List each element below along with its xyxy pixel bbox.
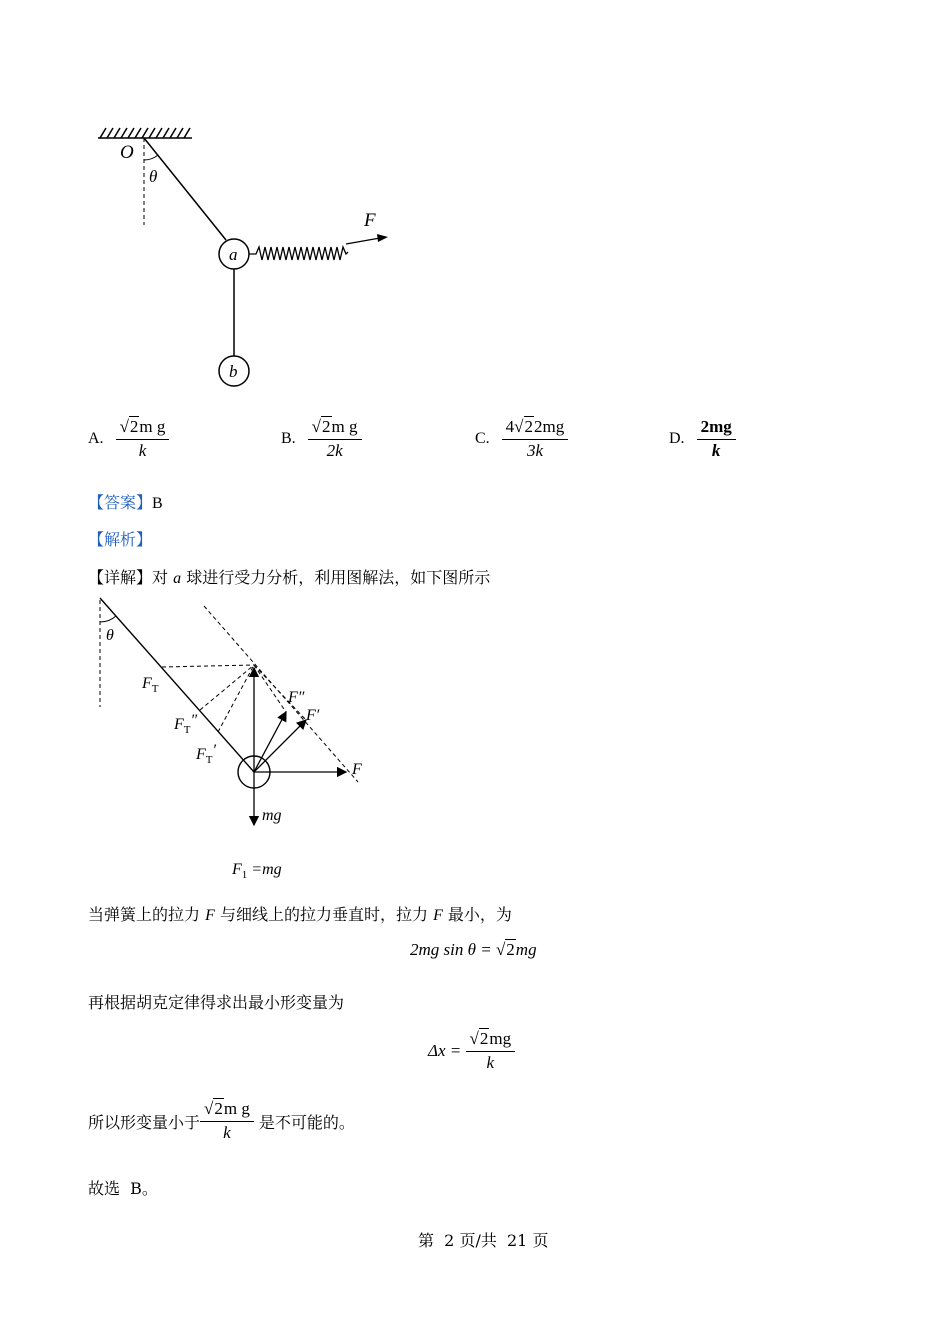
option-d-den: k <box>711 440 721 460</box>
analysis-tag: 【解析】 <box>88 530 153 549</box>
theta-arc <box>144 155 158 160</box>
answer-line <box>88 490 163 513</box>
equation-2-tail: mg <box>489 1029 512 1048</box>
para-3-radicand: 2 <box>214 1099 223 1118</box>
para-1-b: 与细线上的拉力垂直时，拉力 <box>214 905 434 924</box>
para-2: 再根据胡克定律得求出最小形变量为 <box>88 993 345 1012</box>
para-1-a: 当弹簧上的拉力 <box>88 905 206 924</box>
option-a-radicand: 2 <box>129 417 139 436</box>
detail-text-a: 对 <box>152 568 174 587</box>
para-1-c: 最小，为 <box>442 905 512 924</box>
option-b-fraction: $\frac{\text{√2m g}}{2k}$ <box>308 418 362 460</box>
fig2-label-mg: mg <box>262 807 282 824</box>
option-c-fraction: $\frac{4√22mg}{3k}$ <box>502 418 569 460</box>
option-c-coef: 4 <box>505 417 515 436</box>
equation-2 <box>428 1030 515 1072</box>
equation-1: 2mg sin θ = √2mg <box>410 940 537 959</box>
option-b-num-tail: m g <box>331 417 358 436</box>
option-b-letter: B. <box>281 430 296 448</box>
answer-value: B <box>152 495 163 512</box>
fig2-label-f-prime: F′ <box>306 707 320 724</box>
option-b-den: 2k <box>326 440 343 460</box>
equation-2-fraction: $\frac{√2mg}{k}$ <box>466 1030 516 1072</box>
force-F-arrow <box>346 238 380 244</box>
option-b-radicand: 2 <box>322 417 331 436</box>
fig2-label-f-double-prime: F″ <box>288 689 305 706</box>
tangent-dashed <box>204 606 358 782</box>
fig2-label-ft-double-prime: $F_T''$ <box>174 712 198 736</box>
equation-1-lhs: 2mg sin θ = <box>410 940 496 959</box>
force-F-arrowhead <box>377 234 388 242</box>
string-oa <box>144 138 226 240</box>
equation-1-rhs: mg <box>515 940 537 959</box>
label-b: b <box>229 362 238 381</box>
option-c[interactable] <box>475 418 568 460</box>
equation-1-radicand: 2 <box>506 940 515 959</box>
option-d-letter: D. <box>669 430 685 448</box>
page-footer: 第 2 页/共 21 页 <box>418 1231 549 1250</box>
para-3-a: 所以形变量小于 <box>88 1112 201 1132</box>
detail-line <box>88 565 490 588</box>
option-d-fraction <box>697 418 736 460</box>
equation-2-lhs: Δx = <box>428 1041 466 1061</box>
ceiling-hatch <box>100 128 190 138</box>
option-a-num-tail: m g <box>139 417 166 436</box>
label-theta: θ <box>149 167 158 186</box>
equation-2-den: k <box>486 1052 495 1072</box>
label-O: O <box>120 142 134 163</box>
equation-2-radicand: 2 <box>479 1029 489 1048</box>
para-1 <box>88 902 512 925</box>
option-d[interactable] <box>669 418 736 460</box>
option-c-letter: C. <box>475 430 490 448</box>
para-3 <box>88 1100 355 1142</box>
fig2-label-ft: $F_T$ <box>142 675 159 695</box>
dash-f2 <box>254 665 286 712</box>
theta-arc-2 <box>100 616 116 622</box>
string-line <box>100 598 254 772</box>
dash-ft2 <box>200 665 254 710</box>
dash-ft <box>162 665 254 667</box>
vector-f-prime <box>254 720 306 772</box>
para-3-fraction: $\frac{\text{√2m g}}{k}$ <box>200 1100 254 1142</box>
fig2-label-ft-prime: $F_T'$ <box>196 742 217 766</box>
detail-var-a: a <box>173 570 182 587</box>
para-3-b: 是不可能的。 <box>253 1112 355 1132</box>
fig2-label-f: F <box>352 761 362 778</box>
para-1-F2: F <box>433 907 443 924</box>
spring <box>249 247 348 260</box>
option-a-fraction: $\frac{\text{√2m g}}{k}$ <box>116 418 170 460</box>
vector-f-double-prime <box>254 712 286 772</box>
pendulum-spring-figure <box>90 120 400 400</box>
detail-tag: 【详解】 <box>88 568 153 587</box>
option-d-num: 2mg <box>697 418 736 440</box>
fig2-theta: θ <box>106 627 114 644</box>
option-a-den: k <box>138 440 147 460</box>
para-3-tail: m g <box>223 1099 250 1118</box>
option-a[interactable] <box>88 418 169 460</box>
answer-tag: 【答案】 <box>88 493 153 512</box>
dash-ft1 <box>218 665 254 732</box>
option-c-radicand: 2 <box>524 417 534 436</box>
option-c-num-tail: 2mg <box>534 417 565 436</box>
force-diagram <box>90 592 410 884</box>
fig2-label-f1-mg: $F_1 =mg$ <box>232 861 282 881</box>
option-c-den: 3k <box>526 440 543 460</box>
detail-text-b: 球进行受力分析，利用图解法，如下图所示 <box>181 568 491 587</box>
label-F: F <box>364 210 376 231</box>
option-b[interactable] <box>281 418 362 460</box>
para-4: 故选 B。 <box>88 1179 158 1198</box>
para-1-F1: F <box>205 907 215 924</box>
option-a-letter: A. <box>88 430 104 448</box>
para-3-den: k <box>223 1122 231 1142</box>
label-a: a <box>229 245 238 264</box>
